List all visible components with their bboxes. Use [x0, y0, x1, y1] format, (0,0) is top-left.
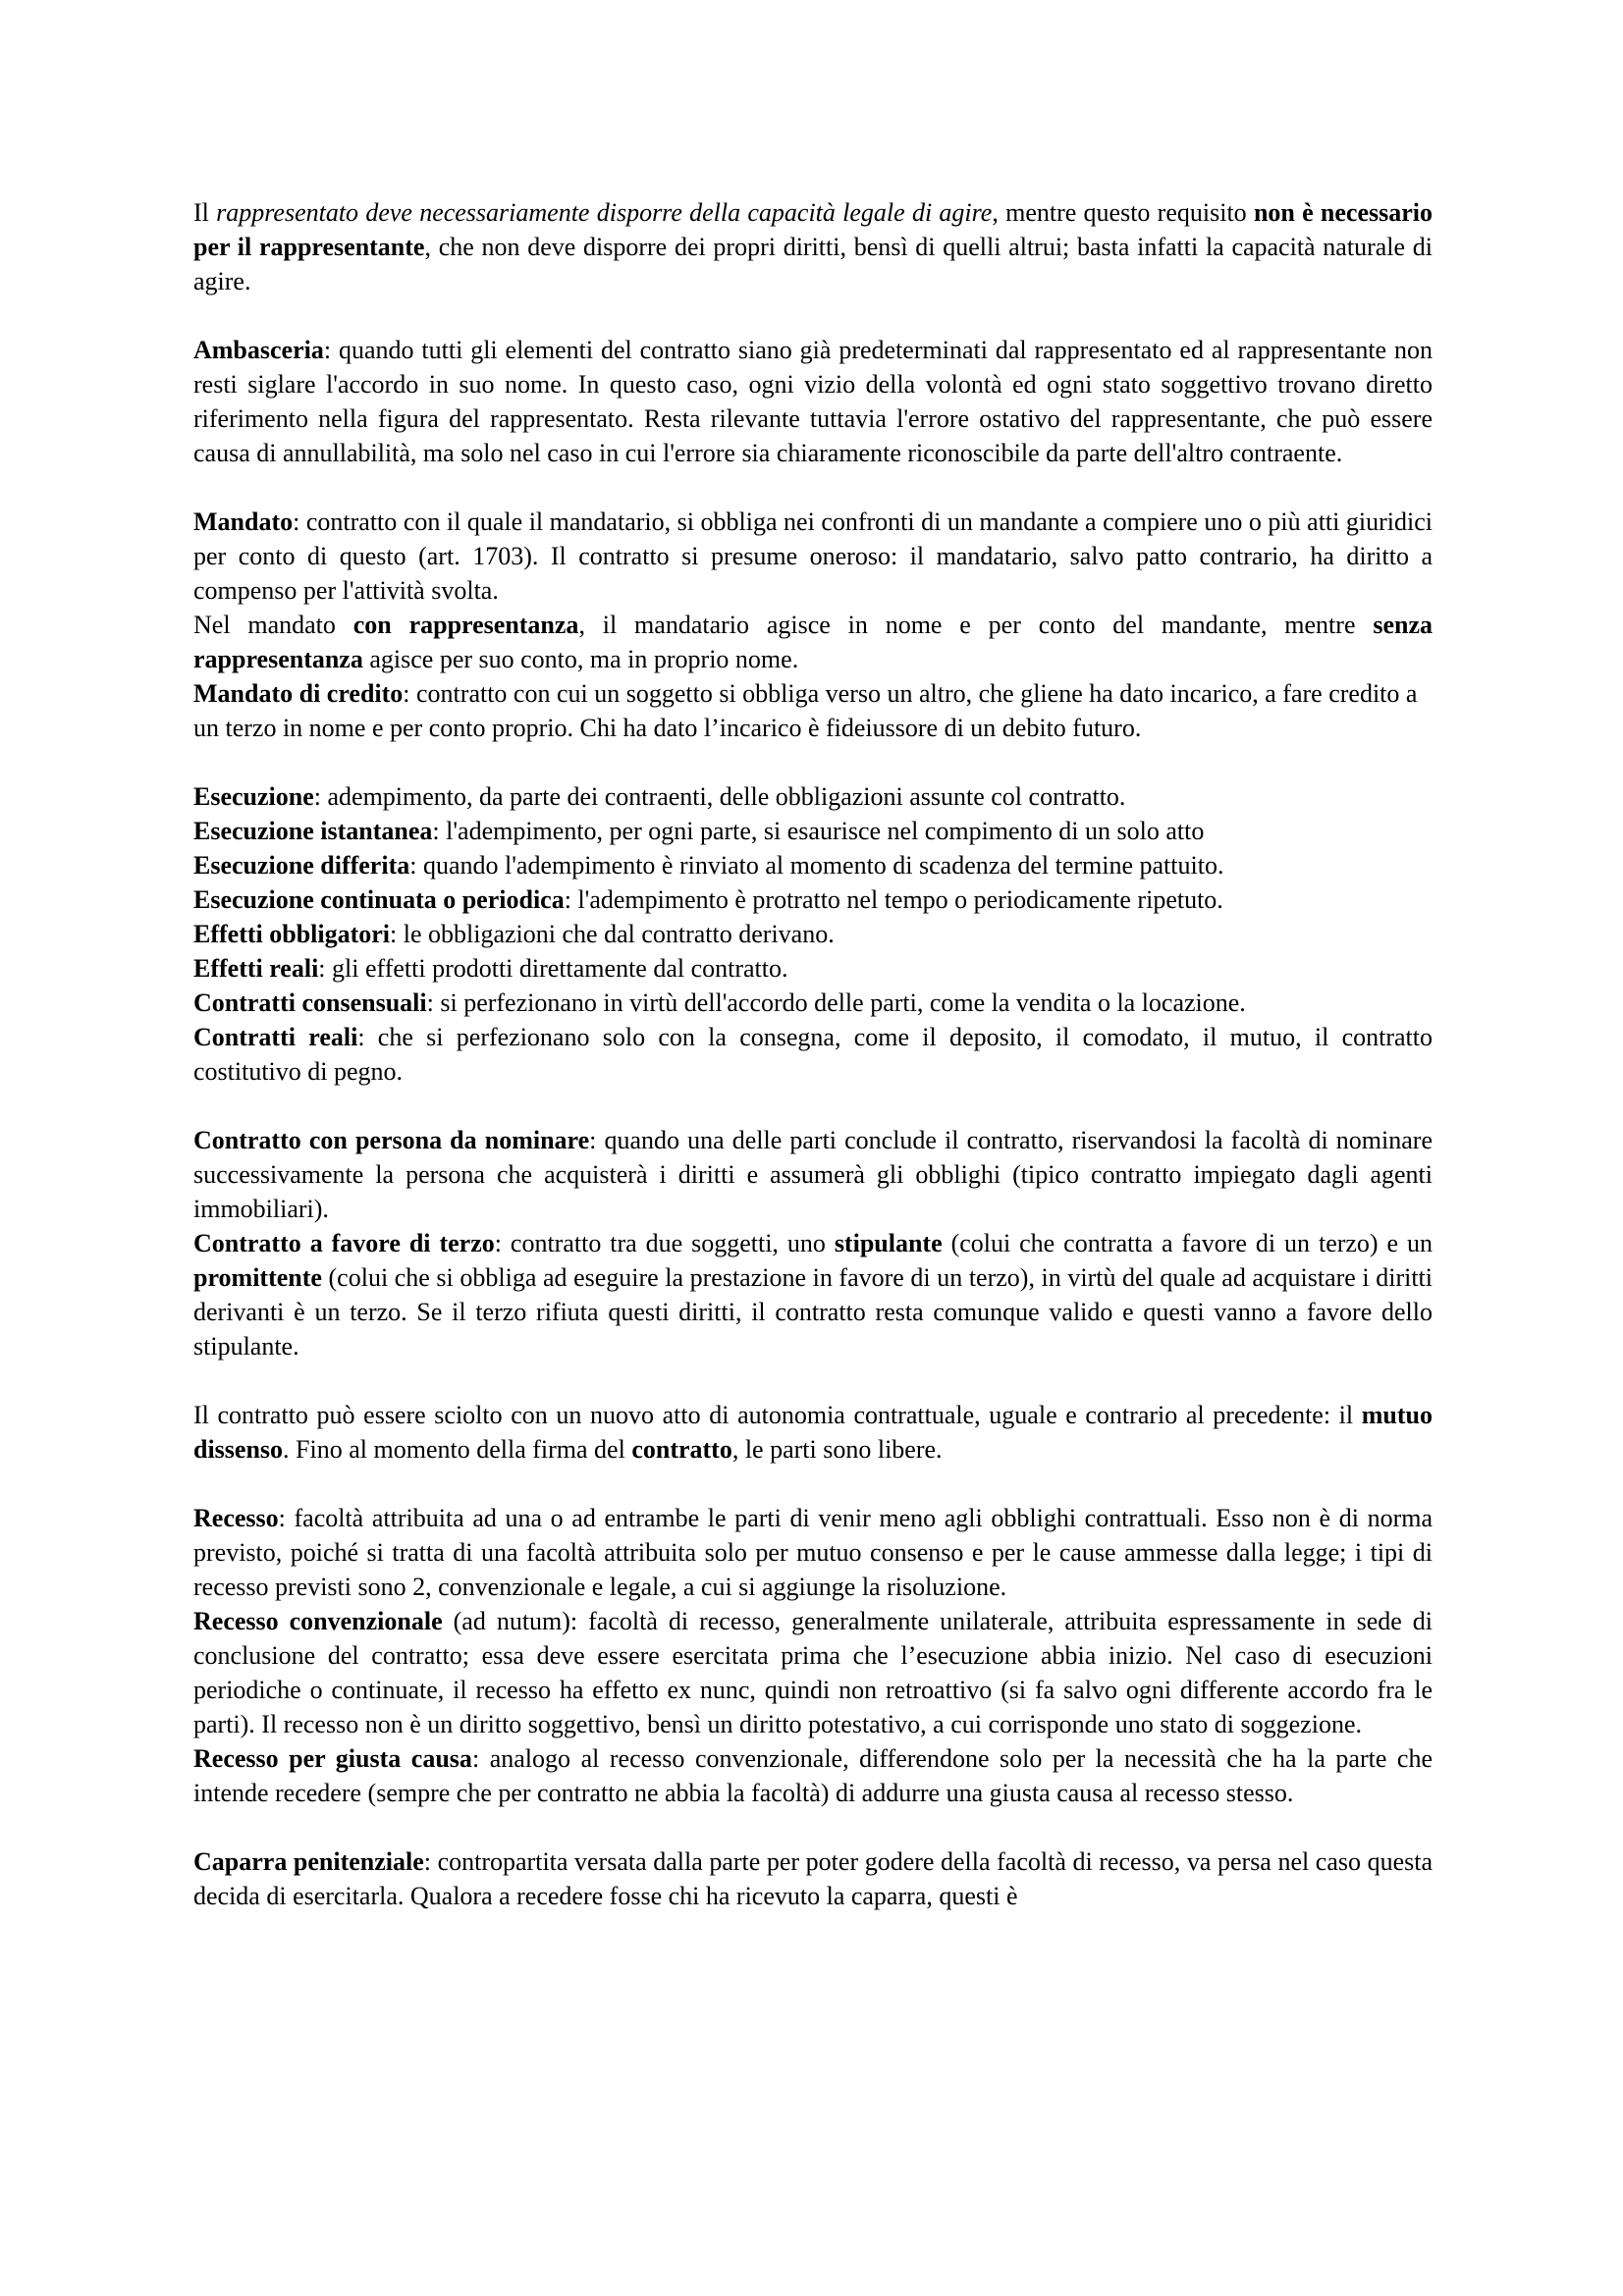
text-run: Il contratto può essere sciolto con un nuovo atto di autonomia contrattuale, uguale e contrario al precedente: il	[193, 1401, 1362, 1429]
term: Effetti obbligatori	[193, 920, 391, 948]
term: Effetti reali	[193, 954, 319, 983]
paragraph-mutuo-dissenso	[193, 1398, 1433, 1467]
bold-phrase: stipulante	[834, 1229, 943, 1257]
paragraph-mandato-credito	[193, 676, 1433, 745]
definition-text: : quando l'adempimento è rinviato al momento di scadenza del termine pattuito.	[409, 851, 1224, 880]
definition-line	[193, 814, 1433, 848]
text-run: Il	[193, 198, 217, 227]
definition-text: : le obbligazioni che dal contratto derivano.	[390, 920, 835, 948]
paragraph-recesso	[193, 1501, 1433, 1604]
term: Esecuzione	[193, 782, 314, 811]
paragraph-ambasceria	[193, 333, 1433, 470]
definition-text: : contratto con il quale il mandatario, si obbliga nei confronti di un mandante a compiere uno o più atti giuridici per conto di questo (art. 1703). Il contratto si presume oneroso: il mandatario, salvo patto contrario, ha diritto a compenso per l'attività svolta.	[193, 507, 1433, 605]
definition-line	[193, 882, 1433, 917]
definition-line	[193, 779, 1433, 814]
definition-text: : che si perfezionano solo con la consegna, come il deposito, il comodato, il mutuo, il contratto costitutivo di pegno.	[193, 1023, 1433, 1086]
term-favore-terzo: Contratto a favore di terzo	[193, 1229, 495, 1257]
text-run: Nel mandato	[193, 611, 353, 639]
text-run: (colui che contratta a favore di un terzo) e un	[942, 1229, 1434, 1257]
definition-text: : contropartita versata dalla parte per poter godere della facoltà di recesso, va persa nel caso questa decida di esercitarla. Qualora a recedere fosse chi ha ricevuto la caparra, questi è	[193, 1847, 1434, 1910]
text-run: , le parti sono libere.	[731, 1435, 943, 1464]
term-persona-da-nominare: Contratto con persona da nominare	[193, 1126, 590, 1154]
text-run: agisce per suo conto, ma in proprio nome.	[362, 645, 799, 673]
definition-text: : l'adempimento è protratto nel tempo o periodicamente ripetuto.	[564, 885, 1223, 914]
term-recesso-convenzionale: Recesso convenzionale	[193, 1607, 443, 1635]
term: Esecuzione differita	[193, 851, 410, 880]
text-run: : contratto tra due soggetti, uno	[494, 1229, 835, 1257]
term-recesso: Recesso	[193, 1504, 279, 1532]
definition-text: : adempimento, da parte dei contraenti, delle obbligazioni assunte col contratto.	[313, 782, 1126, 811]
bold-phrase: non è necessario per il rappresentante	[193, 198, 1433, 261]
term: Esecuzione istantanea	[193, 817, 433, 845]
definition-line	[193, 951, 1433, 986]
definition-text: : quando tutti gli elementi del contratto siano già predeterminati dal rappresentato ed al rappresentante non resti siglare l'accordo in suo nome. In questo caso, ogni vizio della volontà ed ogni stato soggettivo trovano diretto riferimento nella figura del rappresentato. Resta rilevante tuttavia l'errore ostativo del rappresentante, che può essere causa di annullabilità, ma solo nel caso in cui l'errore sia chiaramente riconoscibile da parte dell'altro contraente.	[193, 336, 1433, 467]
term-ambasceria: Ambasceria	[193, 336, 324, 364]
text-run: (colui che si obbliga ad eseguire la prestazione in favore di un terzo), in virtù del quale ad acquistare i diritti derivanti è un terzo. Se il terzo rifiuta questi diritti, il contratto resta comunque valido e questi vanno a favore dello stipulante.	[193, 1263, 1433, 1361]
paragraph-mandato	[193, 505, 1433, 608]
bold-phrase: senza rappresentanza	[193, 611, 1433, 673]
definition-line	[193, 1020, 1433, 1089]
definition-text: : si perfezionano in virtù dell'accordo delle parti, come la vendita o la locazione.	[426, 988, 1246, 1017]
text-run: , mentre questo requisito	[992, 198, 1254, 227]
text-run: , il mandatario agisce in nome e per conto del mandante, mentre	[578, 611, 1374, 639]
term-mandato-credito: Mandato di credito	[193, 679, 404, 708]
definition-text: : contratto con cui un soggetto si obbliga verso un altro, che gliene ha dato incarico, a fare credito a un terzo in nome e per conto proprio. Chi ha dato l’incarico è fideiussore di un debito futuro.	[193, 679, 1418, 742]
term-recesso-giusta-causa: Recesso per giusta causa	[193, 1744, 472, 1773]
definition-text: : l'adempimento, per ogni parte, si esaurisce nel compimento di un solo atto	[432, 817, 1205, 845]
term: Esecuzione continuata o periodica	[193, 885, 565, 914]
paragraph-caparra	[193, 1844, 1433, 1913]
definition-line	[193, 848, 1433, 882]
term: Contratti reali	[193, 1023, 358, 1051]
definition-text: : analogo al recesso convenzionale, differendone solo per la necessità che ha la parte che intende recedere (sempre che per contratto ne abbia la facoltà) di addurre una giusta causa al recesso stesso.	[193, 1744, 1434, 1807]
term: Contratti consensuali	[193, 988, 427, 1017]
definition-text: : gli effetti prodotti direttamente dal contratto.	[318, 954, 788, 983]
definition-text: : facoltà attribuita ad una o ad entrambe le parti di venir meno agli obblighi contrattuali. Esso non è di norma previsto, poiché si tratta di una facoltà attribuita solo per mutuo consenso e per le cause ammesse dalla legge; i tipi di recesso previsti sono 2, convenzionale e legale, a cui si aggiunge la risoluzione.	[193, 1504, 1433, 1601]
text-run: , che non deve disporre dei propri diritti, bensì di quelli altrui; basta infatti la capacità naturale di agire.	[193, 233, 1433, 295]
definition-line	[193, 917, 1433, 951]
paragraph-favore-terzo	[193, 1226, 1433, 1363]
document-body	[193, 195, 1433, 1913]
paragraph-persona-da-nominare	[193, 1123, 1433, 1226]
text-run: . Fino al momento della firma del	[283, 1435, 632, 1464]
definition-text: : quando una delle parti conclude il contratto, riservandosi la facoltà di nominare successivamente la persona che acquisterà i diritti e assumerà gli obblighi (tipico contratto impiegato dagli agenti immobiliari).	[193, 1126, 1433, 1223]
bold-phrase: promittente	[193, 1263, 322, 1292]
bold-phrase: con rappresentanza	[352, 611, 579, 639]
paragraph-mandato-rappresentanza	[193, 608, 1433, 676]
definition-text: (ad nutum): facoltà di recesso, generalmente unilaterale, attribuita espressamente in sede di conclusione del contratto; essa deve essere esercitata prima che l’esecuzione abbia inizio. Nel caso di esecuzioni periodiche o continuate, il recesso ha effetto ex nunc, quindi non retroattivo (si fa salvo ogni differente accordo fra le parti). Il recesso non è un diritto soggettivo, bensì un diritto potestativo, a cui corrisponde uno stato di soggezione.	[193, 1607, 1433, 1738]
paragraph-recesso-giusta-causa	[193, 1741, 1433, 1810]
definition-line	[193, 986, 1433, 1020]
bold-phrase: mutuo dissenso	[193, 1401, 1433, 1464]
paragraph-recesso-convenzionale	[193, 1604, 1433, 1741]
italic-phrase: rappresentato deve necessariamente disporre della capacità legale di agire	[216, 198, 993, 227]
paragraph-capacita	[193, 195, 1433, 298]
bold-phrase: contratto	[631, 1435, 732, 1464]
term-mandato: Mandato	[193, 507, 294, 536]
term-caparra-penitenziale: Caparra penitenziale	[193, 1847, 424, 1876]
